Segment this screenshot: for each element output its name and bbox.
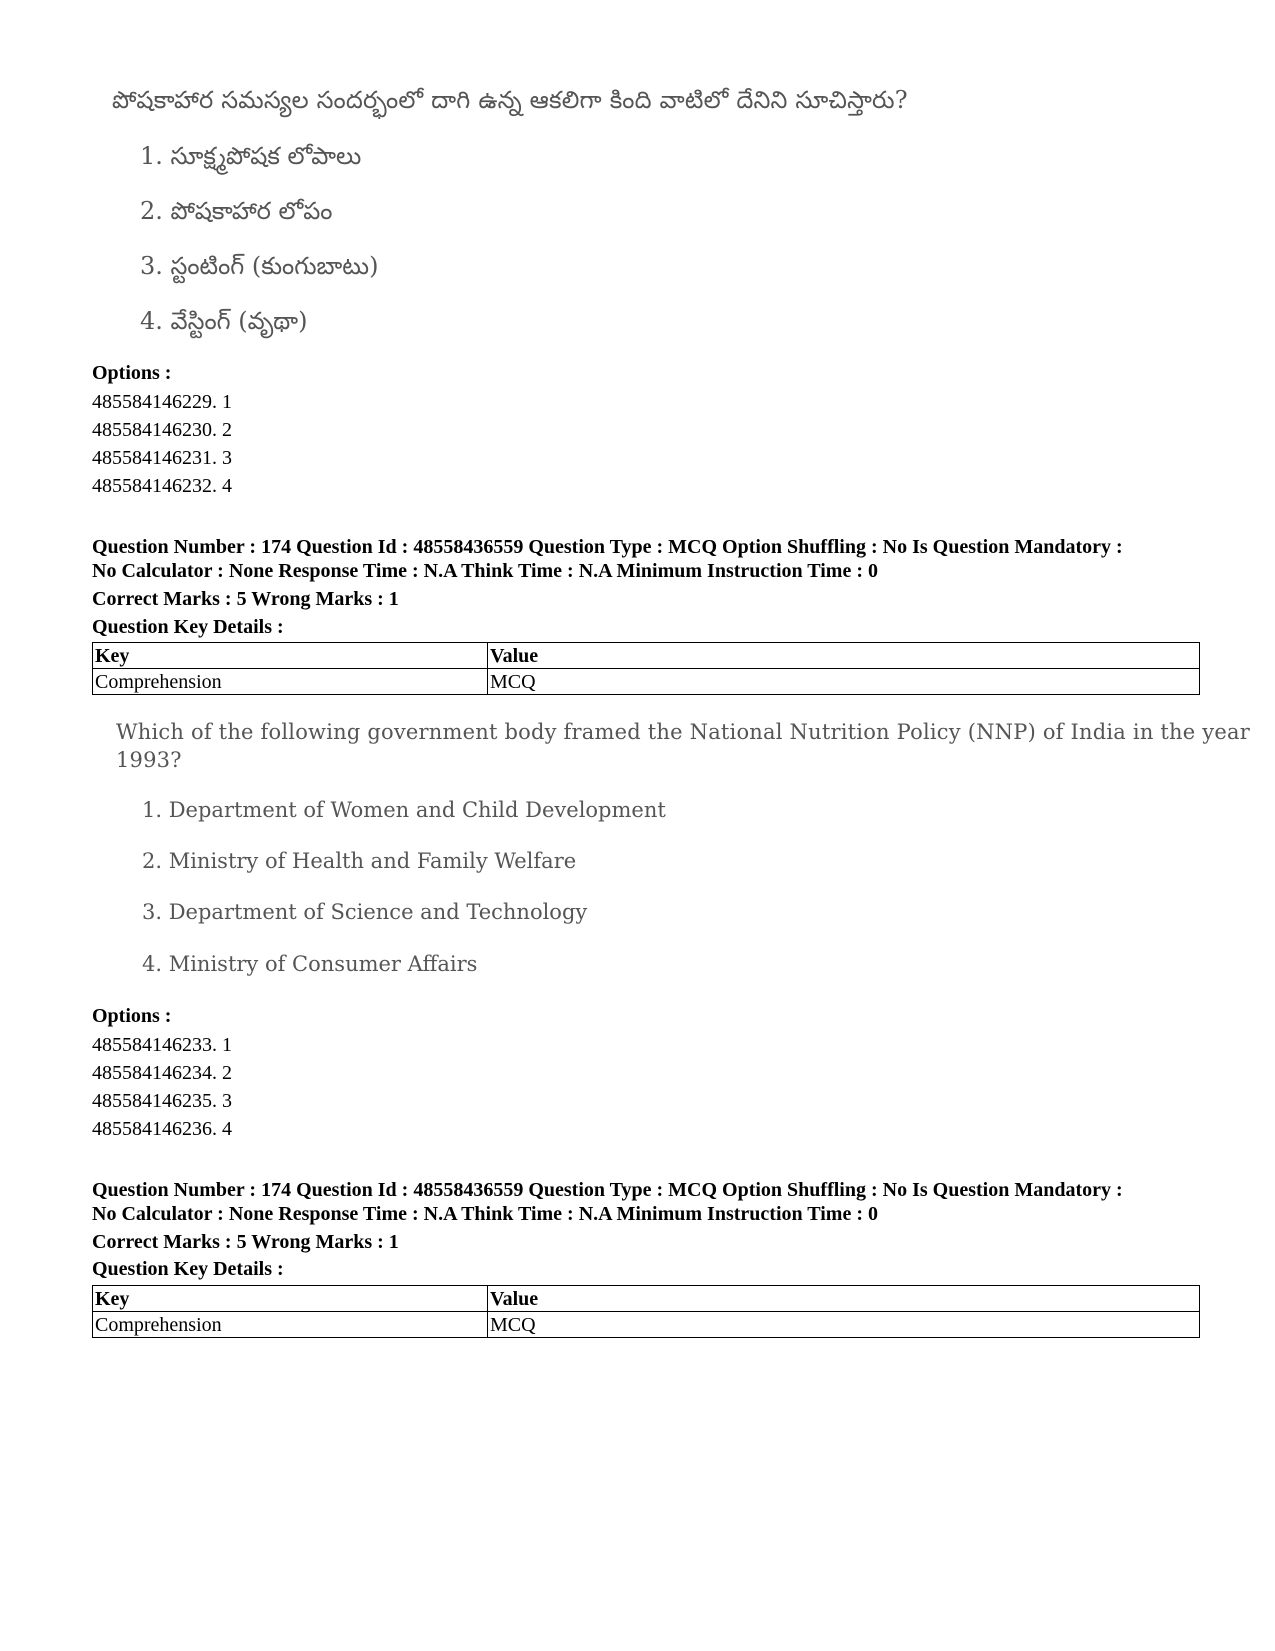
table-header-row — [93, 1286, 1200, 1312]
table-header-key: Key — [93, 643, 488, 669]
question-meta-line2: No Calculator : None Response Time : N.A Think Time : N.A Minimum Instruction Time : 0 — [92, 1203, 878, 1225]
option-item: 485584146233. 1 — [92, 1034, 232, 1056]
table-header-value: Value — [488, 1286, 1200, 1312]
option-item: 485584146231. 3 — [92, 447, 232, 469]
options-list — [92, 388, 232, 500]
image-option-2: 2. పోషకాహార లోపం — [140, 197, 333, 225]
marks-line: Correct Marks : 5 Wrong Marks : 1 — [92, 1231, 399, 1253]
key-details-label: Question Key Details : — [92, 1258, 284, 1280]
image-option-2: 2. Ministry of Health and Family Welfare — [142, 849, 577, 873]
options-list — [92, 1031, 232, 1143]
table-header-value: Value — [488, 643, 1200, 669]
question-meta-line1: Question Number : 174 Question Id : 48558436559 Question Type : MCQ Option Shuffling : No Is Question Mandatory : — [92, 536, 1123, 558]
option-item: 485584146229. 1 — [92, 391, 232, 413]
table-header-key: Key — [93, 1286, 488, 1312]
option-item: 485584146235. 3 — [92, 1090, 232, 1112]
image-option-3: 3. Department of Science and Technology — [142, 900, 588, 924]
option-item: 485584146232. 4 — [92, 475, 232, 497]
question-stem-line1: Which of the following government body framed the National Nutrition Policy (NNP) of India in the year — [116, 720, 1250, 744]
question-image-telugu — [112, 86, 1012, 346]
image-option-1: 1. Department of Women and Child Development — [142, 798, 666, 822]
key-details-table — [92, 642, 1200, 695]
option-item: 485584146230. 2 — [92, 419, 232, 441]
question-stem: పోషకాహార సమస్యల సందర్భంలో దాగి ఉన్న ఆకలిగా కింది వాటిలో దేనిని సూచిస్తారు? — [112, 86, 908, 114]
options-label: Options : — [92, 1005, 172, 1027]
table-cell-value: MCQ — [488, 1312, 1200, 1338]
table-cell-key: Comprehension — [93, 1312, 488, 1338]
question-stem-line2: 1993? — [116, 748, 182, 772]
marks-line: Correct Marks : 5 Wrong Marks : 1 — [92, 588, 399, 610]
table-cell-value: MCQ — [488, 669, 1200, 695]
question-image-english — [116, 718, 1250, 988]
key-details-table — [92, 1285, 1200, 1338]
option-item: 485584146234. 2 — [92, 1062, 232, 1084]
options-label: Options : — [92, 362, 172, 384]
image-option-4: 4. Ministry of Consumer Affairs — [142, 952, 478, 976]
option-item: 485584146236. 4 — [92, 1118, 232, 1140]
table-row — [93, 1312, 1200, 1338]
image-option-3: 3. స్టంటింగ్ (కుంగుబాటు) — [140, 252, 379, 280]
key-details-label: Question Key Details : — [92, 616, 284, 638]
table-header-row — [93, 643, 1200, 669]
table-row — [93, 669, 1200, 695]
question-meta-line2: No Calculator : None Response Time : N.A Think Time : N.A Minimum Instruction Time : 0 — [92, 560, 878, 582]
image-option-4: 4. వేస్టింగ్ (వృథా) — [140, 307, 308, 335]
table-cell-key: Comprehension — [93, 669, 488, 695]
question-meta-line1: Question Number : 174 Question Id : 48558436559 Question Type : MCQ Option Shuffling : No Is Question Mandatory : — [92, 1179, 1123, 1201]
image-option-1: 1. సూక్ష్మపోషక లోపాలు — [140, 142, 362, 170]
